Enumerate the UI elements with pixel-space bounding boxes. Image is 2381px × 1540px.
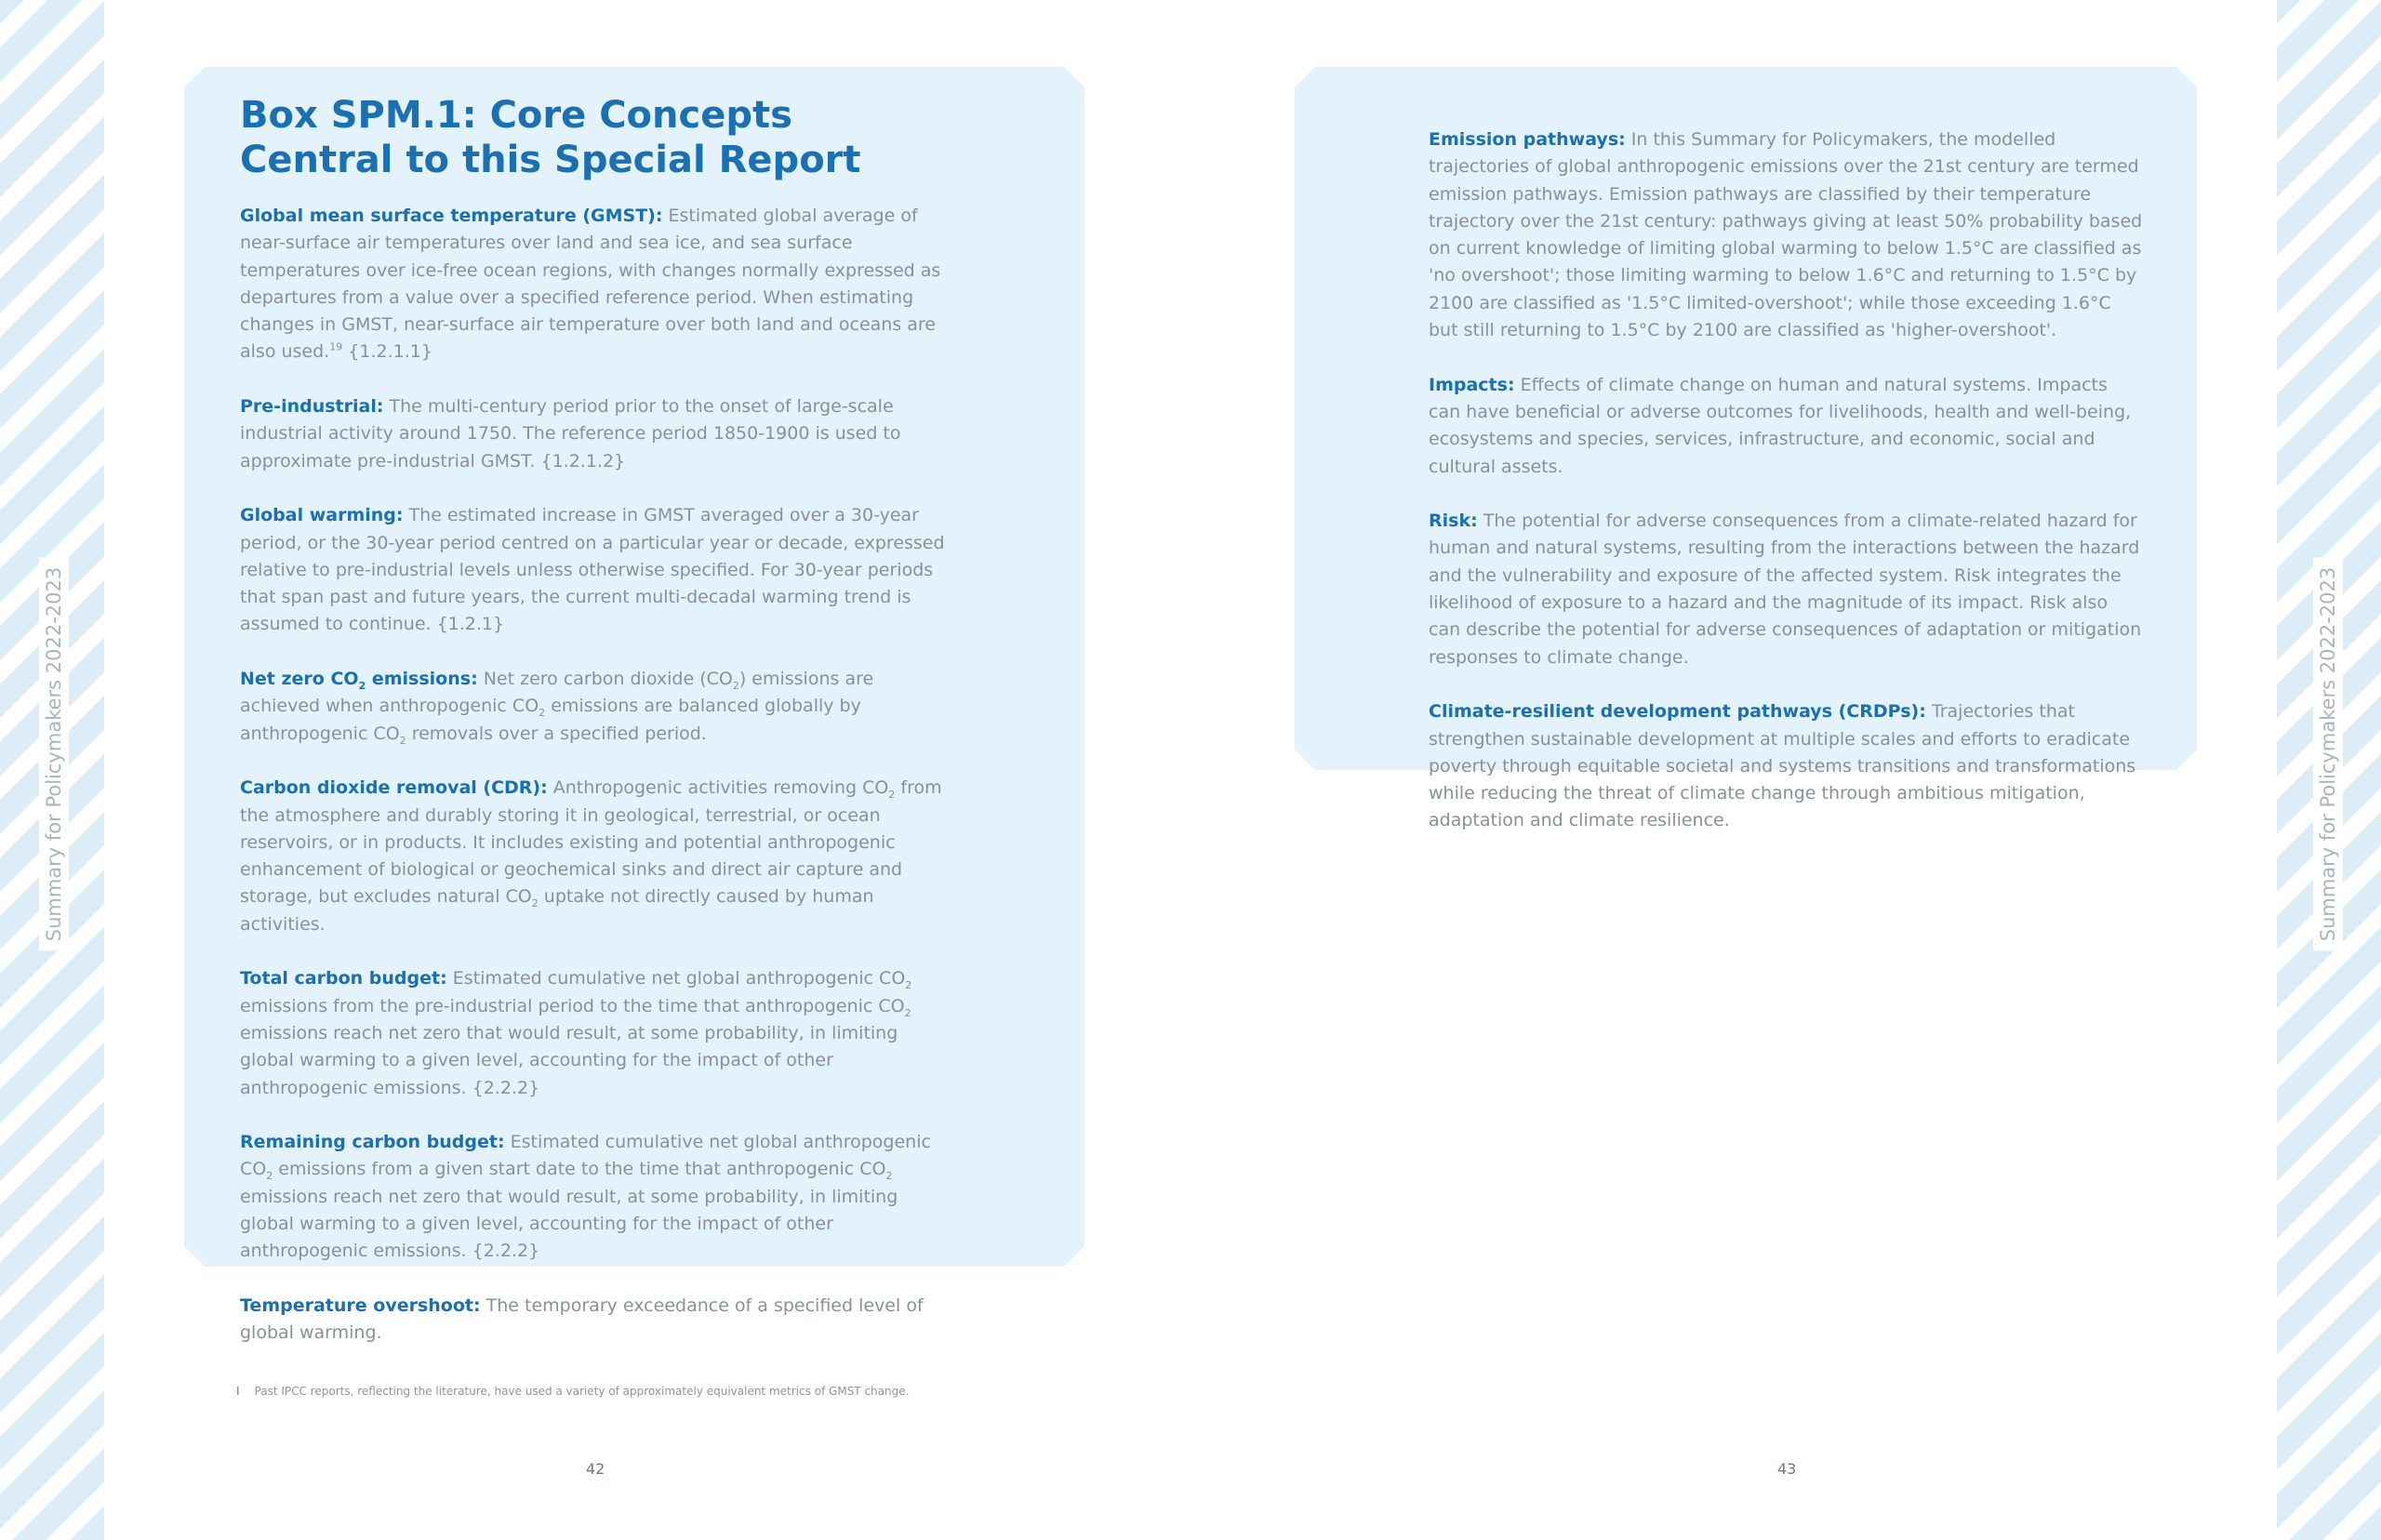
definition-crdps	[1429, 698, 2145, 834]
subscript: 2	[266, 1170, 273, 1183]
subscript: 2	[539, 707, 546, 720]
definition-total-carbon-budget	[240, 965, 954, 1101]
term-temperature-overshoot: Temperature overshoot:	[240, 1294, 481, 1316]
text-crdps: Trajectories that strengthen sustainable development at multiple scales and efforts to eradicate poverty through equitable societal and systems transitions and transformations while reducing the threat of climate change through ambitious mitigation, adaptation and climate resilience.	[1429, 701, 2136, 831]
definition-net-zero	[240, 666, 954, 748]
definition-remaining-carbon-budget	[240, 1129, 954, 1265]
box-title: Box SPM.1: Core Concepts Central to this Special Report	[240, 94, 861, 181]
page-number-left: 42	[586, 1460, 605, 1478]
term-cdr: Carbon dioxide removal (CDR):	[240, 777, 548, 799]
side-label-right: Summary for Policymakers 2022-2023	[2313, 558, 2343, 951]
definition-cdr	[240, 775, 954, 938]
text-net-zero-2: ) emissions are achieved when anthropogenic CO	[240, 669, 874, 717]
text-global-warming: The estimated increase in GMST averaged over a 30-year period, or the 30-year period centred on a particular year or decade, expressed relative to pre-industrial levels unless otherwise specified. For 30-year periods that span past and future years, the current multi-decadal warming trend is assumed to continue. {1.2.1}	[240, 505, 945, 635]
definition-global-warming	[240, 502, 954, 638]
definition-emission-pathways	[1429, 126, 2145, 344]
text-total-budget-1: Estimated cumulative net global anthropogenic CO	[452, 968, 906, 989]
text-risk: The potential for adverse consequences from a climate-related hazard for human and natural systems, resulting from the interactions between the hazard and the vulnerability and exposure of the affected system. Risk integrates the likelihood of exposure to a hazard and the magnitude of its impact. Risk also can describe the potential for adverse consequences of adaptation or mitigation responses to climate change.	[1429, 511, 2142, 668]
term-remaining-carbon-budget: Remaining carbon budget:	[240, 1132, 505, 1153]
subscript: 2	[904, 1006, 911, 1019]
subscript: 2	[399, 734, 406, 747]
term-total-carbon-budget: Total carbon budget:	[240, 968, 447, 989]
text-remaining-budget-2: emissions from a given start date to the time that anthropogenic CO	[273, 1159, 886, 1180]
definition-temperature-overshoot	[240, 1293, 954, 1348]
left-page-content	[240, 93, 954, 1374]
term-net-zero	[240, 669, 478, 692]
subscript: 2	[885, 1170, 893, 1183]
footnote-mark: I	[236, 1385, 240, 1398]
subscript: 2	[531, 897, 539, 910]
subscript: 2	[732, 679, 739, 692]
ref-gmst: {1.2.1.1}	[348, 341, 432, 363]
definition-gmst	[240, 203, 954, 366]
text-temperature-overshoot: The temporary exceedance of a specified level of global warming.	[240, 1294, 924, 1344]
text-net-zero-1: Net zero carbon dioxide (CO	[483, 669, 733, 690]
term-preindustrial: Pre-industrial:	[240, 396, 384, 418]
term-impacts: Impacts:	[1429, 374, 1515, 395]
side-label-left: Summary for Policymakers 2022-2023	[39, 558, 69, 951]
footnote	[236, 1385, 909, 1398]
text-cdr-3: uptake not directly caused by human activities.	[240, 886, 874, 935]
text-remaining-budget-3: emissions reach net zero that would result, at some probability, in limiting global warming to a given level, accounting for the impact of other anthropogenic emissions. {2.2.2}	[240, 1186, 898, 1262]
text-net-zero-4: removals over a specified period.	[406, 723, 707, 744]
text-cdr-2: from the atmosphere and durably storing it in geological, terrestrial, or ocean reservoirs, or in products. It includes existing and potential anthropogenic enhancement of biological or geochemical sinks and direct air capture and storage, but excludes natural CO	[240, 777, 942, 908]
footnote-text: Past IPCC reports, reflecting the literature, have used a variety of approximately equivalent metrics of GMST change.	[254, 1385, 910, 1398]
text-impacts: Effects of climate change on human and natural systems. Impacts can have beneficial or adverse outcomes for livelihoods, health and well-being, ecosystems and species, services, infrastructure, and economic, social and cultural assets.	[1429, 374, 2132, 477]
term-net-zero-a: Net zero CO	[240, 669, 359, 690]
text-total-budget-3: emissions reach net zero that would result, at some probability, in limiting global warming to a given level, accounting for the impact of other anthropogenic emissions. {2.2.2}	[240, 1022, 898, 1098]
term-global-warming: Global warming:	[240, 505, 404, 526]
text-preindustrial: The multi-century period prior to the onset of large-scale industrial activity around 1750. The reference period 1850-1900 is used to approximate pre-industrial GMST. {1.2.1.2}	[240, 396, 901, 471]
text-total-budget-2: emissions from the pre-industrial period to the time that anthropogenic CO	[240, 995, 905, 1016]
text-emission-pathways: In this Summary for Policymakers, the modelled trajectories of global anthropogenic emissions over the 21st century are termed emission pathways. Emission pathways are classified by their temperature trajectory over the 21st century: pathways giving at least 50% probability based on current knowledge of limiting global warming to below 1.5°C are classified as 'no overshoot'; those limiting warming to below 1.6°C and returning to 1.5°C by 2100 are classified as '1.5°C limited-overshoot'; while those exceeding 1.6°C but still returning to 1.5°C by 2100 are classified as 'higher-overshoot'.	[1429, 129, 2143, 341]
term-gmst: Global mean surface temperature (GMST):	[240, 206, 663, 226]
text-cdr-1: Anthropogenic activities removing CO	[552, 777, 889, 799]
text-cdr	[240, 777, 942, 934]
definition-impacts	[1429, 372, 2145, 481]
right-page-content	[1429, 126, 2145, 862]
term-net-zero-b: emissions:	[366, 669, 478, 690]
text-remaining-budget-1: Estimated cumulative net global anthropogenic CO	[240, 1132, 931, 1180]
term-crdps: Climate-resilient development pathways (CRDPs):	[1429, 701, 1926, 723]
page-number-right: 43	[1777, 1460, 1797, 1478]
subscript: 2	[888, 789, 896, 802]
subscript: 2	[358, 679, 366, 692]
definition-risk	[1429, 508, 2145, 671]
term-emission-pathways: Emission pathways:	[1429, 129, 1626, 150]
term-risk: Risk:	[1429, 511, 1478, 532]
text-net-zero-3: emissions are balanced globally by anthropogenic CO	[240, 696, 861, 744]
text-gmst: Estimated global average of near-surface air temperatures over land and sea ice, and sea surface temperatures over ice-free ocean regions, with changes normally expressed as departures from a value over a specified reference period. When estimating changes in GMST, near-surface air temperature over both land and oceans are also used.	[240, 206, 941, 363]
definition-preindustrial	[240, 393, 954, 475]
footnote-ref: 19	[329, 341, 343, 354]
subscript: 2	[905, 979, 912, 992]
